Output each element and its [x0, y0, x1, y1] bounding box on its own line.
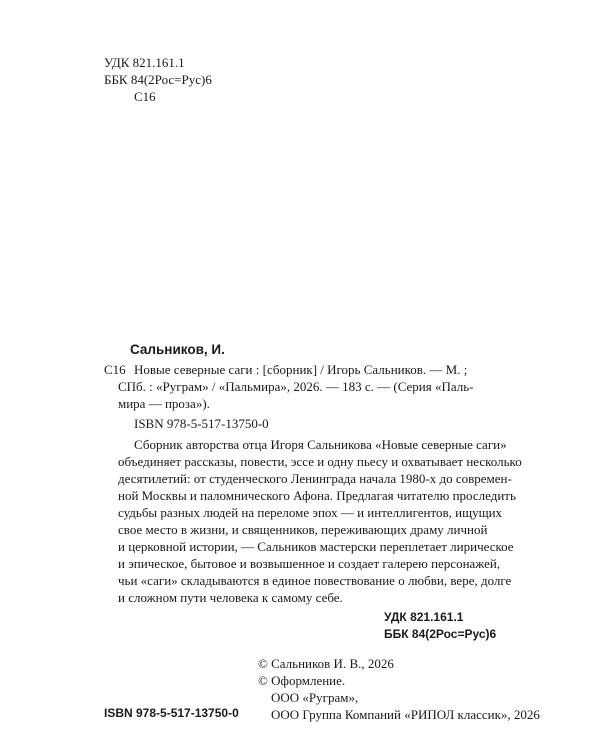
bib-line: мира — проза»). — [118, 396, 210, 411]
bib-line: СПб. : «Руграм» / «Пальмира», 2026. — 183 с. — (Серия «Паль- — [118, 379, 474, 394]
annotation-line: Сборник авторства отца Игоря Сальникова «Новые северные саги» — [134, 437, 507, 452]
copyright-line: ООО «Руграм», — [271, 690, 359, 705]
copyright-line: ООО Группа Компаний «РИПОЛ классик», 2026 — [271, 707, 540, 722]
copyright-line: © Сальников И. В., 2026 — [258, 656, 394, 671]
annotation-line: ной Москвы и паломнического Афона. Предлагая читателю проследить — [118, 488, 516, 503]
bib-line: Новые северные саги : [сборник] / Игорь Сальников. — М. ; — [134, 362, 468, 377]
author-sign: С16 — [134, 89, 156, 104]
author-heading: Сальников, И. — [130, 342, 225, 357]
annotation-line: объединяет рассказы, повести, эссе и одну пьесу и охватывает несколько — [118, 454, 522, 469]
bib-author-sign: С16 — [104, 362, 126, 377]
udk-code-bottom: УДК 821.161.1 — [384, 610, 464, 624]
copyright-line: © Оформление. — [258, 673, 346, 688]
bbk-code-bottom: ББК 84(2Рос=Рус)6 — [384, 627, 497, 641]
bbk-code: ББК 84(2Рос=Рус)6 — [104, 72, 212, 87]
annotation-line: и эпическое, бытовое и возвышенное и создает галерею персонажей, — [118, 556, 501, 571]
annotation-line: и церковной истории, — Сальников мастерски переплетает лирическое — [118, 539, 514, 554]
annotation-line: десятилетий: от студенческого Ленинграда начала 1980-х до современ- — [118, 471, 512, 486]
isbn-line: ISBN 978-5-517-13750-0 — [134, 416, 269, 431]
annotation-line: и сложном пути человека к самому себе. — [118, 590, 343, 605]
annotation-line: судьбы разных людей на переломе эпох — и интеллигентов, ищущих — [118, 505, 503, 520]
udk-code: УДК 821.161.1 — [104, 55, 185, 70]
isbn-bottom: ISBN 978-5-517-13750-0 — [104, 706, 239, 720]
annotation-line: свое место в жизни, и священников, переживающих драму личной — [118, 522, 488, 537]
annotation-line: чьи «саги» складываются в единое повествование о любви, вере, долге — [118, 573, 512, 588]
